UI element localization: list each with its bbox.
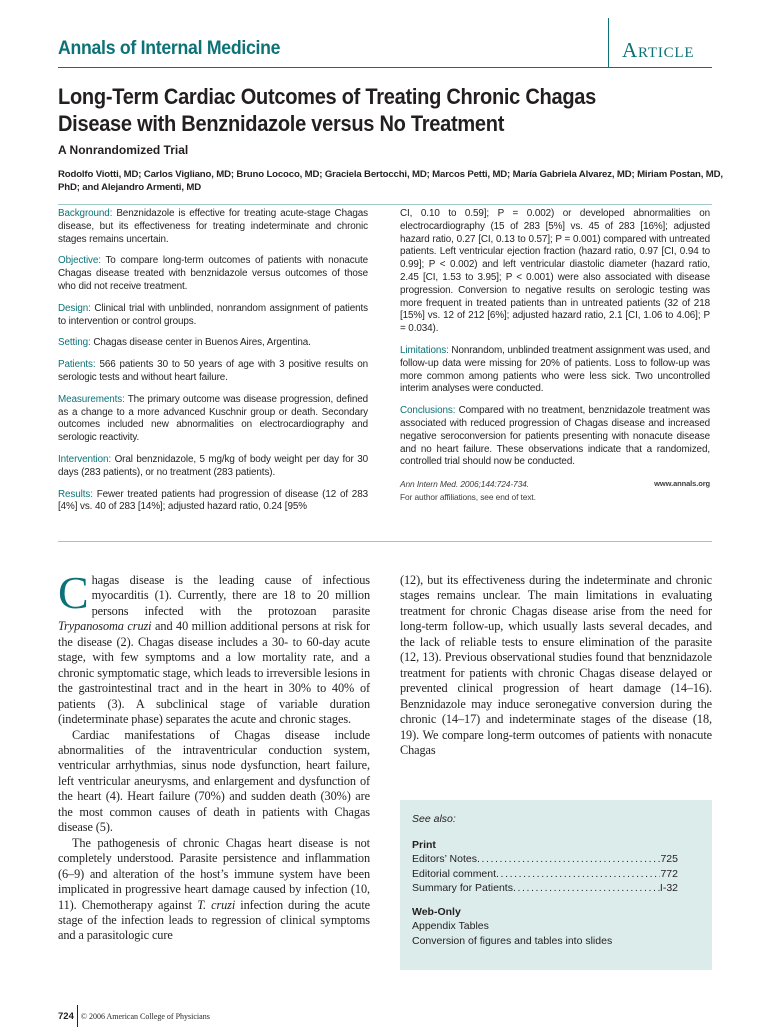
body-column-right [400,573,712,758]
body-p3: The pathogenesis of chronic Chagas heart disease is not completely understood. Parasite persistence and inflammation (6–9) and alteration of the host’s immune system have been implicated in progressive heart damage caused by infection (10, 11). Chemotherapy against T. cruzi infection during the acute stage of the infection leads to regression of clinical symptoms and a parasitologic cure [58,835,371,943]
abstract-results-part2: CI, 0.10 to 0.59]; P = 0.002) or developed abnormalities on electrocardiography (15 of 283 [5%] vs. 45 of 283 [16%]; adjusted hazard ratio, 0.27 [CI, 0.13 to 0.57]; P = 0.001) compared with untreated patients. Left ventricular ejection fraction (hazard ratio, 0.97 [CI, 0.94 to 0.99]; P < 0.002) and left ventricular diastolic diameter (hazard ratio, 2.45 [CI, 1.53 to 3.95]; P < 0.001) were also associated with disease progression. Conversion to negative results on serologic testing was more frequent in treated patients than in untreated patients (32 of 218 [15%] vs. 12 of 212 [6%]; adjusted hazard ratio, 2.1 [CI, 1.06 to 4.06]; P = 0.034). [400,208,710,335]
web-only-heading: Web-Only [412,905,461,918]
author-list: Rodolfo Viotti, MD; Carlos Vigliano, MD; Bruno Lococo, MD; Graciela Bertocchi, MD; Marcos Petti, MD; María Gabriela Alvarez, MD; Miriam Postan, MD, PhD; and Alejandro Armenti, MD [58,169,723,193]
citation-line [400,478,710,491]
article-subtitle: A Nonrandomized Trial [58,143,189,157]
abstract-results-part1: Fewer treated patients had progression of disease (12 of 283 [4%] vs. 40 of 283 [14%]; adjusted hazard ratio, 0.24 [95% [58,488,368,513]
abstract-text: Chagas disease center in Buenos Aires, Argentina. [93,337,311,349]
abstract-column-right [400,208,710,504]
see-also-box [400,800,712,970]
see-also-item-label: Summary for Patients [412,882,513,894]
abstract-label: Limitations: [400,344,449,356]
web-only-item[interactable]: Conversion of figures and tables into slides [412,934,613,947]
abstract-label: Conclusions: [400,405,456,417]
abstract-label: Intervention: [58,453,112,465]
web-only-item[interactable]: Appendix Tables [412,920,489,932]
see-also-item-label: Editors’ Notes [412,853,477,865]
abstract-setting [58,337,368,350]
article-title: Long-Term Cardiac Outcomes of Treating Chronic Chagas Disease with Benznidazole versus No Treatment [58,84,597,136]
leader-dots [477,852,661,867]
abstract-objective [58,255,368,293]
abstract-text: Nonrandom, unblinded treatment assignment was used, and follow-up data were missing for 20% of patients. Loss to follow-up was more common among patients who were less sick. Two uncontrolled interim analyses were conducted. [400,344,710,395]
abstract-intervention [58,454,368,480]
see-also-item-page: I-32 [659,882,678,894]
abstract-background [58,208,368,246]
affiliations-note: For author affiliations, see end of text. [400,491,536,502]
body-paragraph: (12), but its effectiveness during the indeterminate and chronic stages remains unclear. The main limitations in evaluating treatment for chronic Chagas disease arise from the need for long-term follow-up, which usually lasts several decades, and the lack of reliable tests to ensure elimination of the parasite (12, 13). Previous observational studies found that benznidazole treatment for patients with chronic Chagas disease delayed or prevented clinical progression of heart damage (14–16). Benznidazole may induce seronegative conversion during the chronic (14–17) and indeterminate stages of the disease (18, 19). We compare long-term outcomes of patients with nonacute Chagas [400,573,712,757]
abstract-design [58,303,368,329]
abstract-text: Compared with no treatment, benznidazole treatment was associated with reduced progression of Chagas disease and increased negative seroconversion for patients presenting with nonacute disease and no heart failure. These observations indicate that a randomized, controlled trial should now be conducted. [400,405,710,468]
copyright: © 2006 American College of Physicians [80,1012,210,1021]
leader-dots [513,881,660,896]
journal-name: Annals of Internal Medicine [58,38,281,59]
header-vertical-rule [608,18,609,67]
abstract-results-continued [400,208,710,336]
drop-cap: C [58,567,89,618]
abstract-label: Setting: [58,337,91,349]
abstract-column-left [58,208,368,523]
body-paragraph [58,836,370,944]
see-also-item-label: Editorial comment [412,867,497,880]
citation: Ann Intern Med. 2006;144:724-734. [400,479,529,490]
see-also-item-page: 772 [660,867,678,880]
abstract-conclusions [400,405,710,469]
body-p1: hagas disease is the leading cause of infectious myocarditis (1). Currently, there are 18 to 20 million persons infected with the protozoan parasite Trypanosoma cruzi and 40 million additional persons at risk for the disease (2). Chagas disease includes a 30- to 60-day acute stage, with few symptoms and a low mortality rate, and a chronic symptomatic stage, which leads to irreversible lesions in the gastrointestinal tract and in the heart in 30% to 40% of patients (3). A subclinical stage of variable duration (indeterminate phase) separates the acute and chronic stages. [58,573,370,727]
abstract-label: Design: [58,302,91,314]
abstract-label: Objective: [58,255,101,267]
body-column-left [58,567,371,944]
see-also-title: See also: [412,813,456,825]
see-also-item-page: 725 [660,853,678,865]
abstract-text: Clinical trial with unblinded, nonrandom assignment of patients to intervention or control groups. [58,302,369,327]
page-number: 724 [58,1011,74,1022]
leader-dots [496,867,660,882]
header-rule [58,67,712,68]
abstract-patients [58,359,368,385]
see-also-item[interactable] [412,867,678,882]
abstract-text: Benznidazole is effective for treating acute-stage Chagas disease, but its effectiveness for treating indeterminate and chronic stages remains uncertain. [58,208,368,245]
abstract-label: Measurements: [58,393,125,405]
abstract-label: Results: [58,488,93,500]
abstract-text: To compare long-term outcomes of patients with nonacute Chagas disease treated with benznidazole versus outcomes of those who did not receive treatment. [58,255,368,292]
abstract-label: Patients: [58,359,96,371]
abstract-text: 566 patients 30 to 50 years of age with 3 positive results on serologic tests and without heart failure. [58,359,368,383]
abstract-measurements [58,394,368,445]
abstract-limitations [400,345,710,396]
abstract-results [58,489,368,515]
body-paragraph [58,567,370,728]
abstract-label: Background: [58,208,113,219]
body-paragraph: Cardiac manifestations of Chagas disease include abnormalities of the intraventricular conduction system, ventricular arrhythmias, sinus node dysfunction, heart failure, left ventricular aneurysms, and enlargement and dysfunction of the heart (4). Heart failure (70%) and sudden death (30%) are the most common causes of death in patients with Chagas disease (5). [58,727,370,835]
journal-url[interactable]: www.annals.org [654,479,710,489]
article-type-label: Article [622,38,695,62]
abstract-text: Oral benznidazole, 5 mg/kg of body weight per day for 30 days (283 patients), or no treatment (283 patients). [58,453,368,478]
see-also-item[interactable] [412,881,678,896]
see-also-item[interactable] [412,852,678,867]
abstract-text: The primary outcome was disease progression, defined as a change to a more advanced Kuschnir group or death. Secondary outcomes included new abnormalities on electrocardiography and serologic reactivity. [58,393,368,444]
print-heading: Print [412,838,436,851]
